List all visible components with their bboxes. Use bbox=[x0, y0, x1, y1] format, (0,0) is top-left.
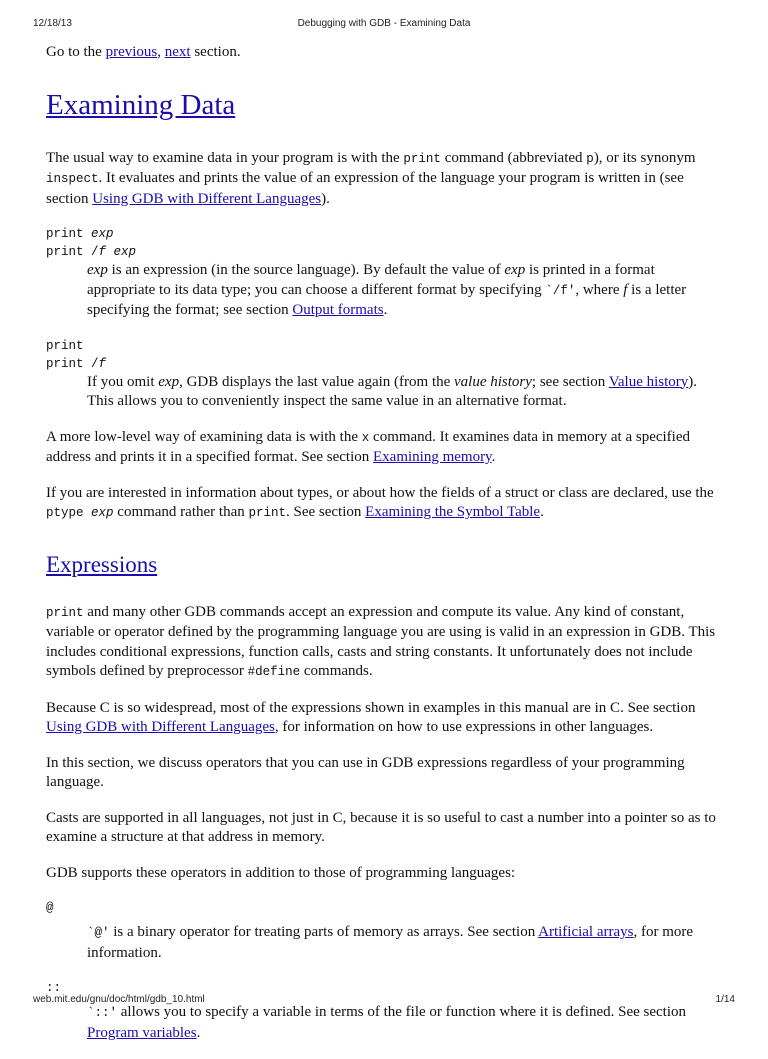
document-body bbox=[46, 43, 726, 1059]
section-nav: Go to the previous, next section. bbox=[46, 44, 241, 60]
expressions-paragraph-5: GDB supports these operators in addition to those of programming languages: bbox=[46, 864, 516, 881]
print-term: print bbox=[46, 338, 84, 353]
print-exp-definition bbox=[46, 225, 726, 321]
print-f-term: print /f bbox=[46, 356, 107, 371]
page-title-link[interactable]: Examining Data bbox=[46, 88, 236, 121]
artificial-arrays-link[interactable]: Artificial arrays bbox=[538, 924, 634, 940]
intro-paragraph: The usual way to examine data in your program is with the print command (abbreviated p), or its synonym inspect. It evaluates and prints the value of an expression of the language your program is written in (see section Using GDB with Different Languages). bbox=[46, 149, 696, 207]
previous-link[interactable]: previous bbox=[105, 44, 158, 60]
scope-operator-term: :: bbox=[46, 981, 62, 995]
print-exp-term: print exp bbox=[46, 227, 114, 241]
print-noarg-description: If you omit exp, GDB displays the last value again (from the value history; see section Value history). This allows you to conveniently inspect the same value in an alternative format. bbox=[87, 373, 698, 409]
lowlevel-paragraph: A more low-level way of examining data is with the x command. It examines data in memory at a specified address and prints it in a specified format. See section Examining memory. bbox=[46, 428, 691, 465]
at-operator-term: @ bbox=[46, 901, 54, 915]
at-operator-definition bbox=[46, 899, 726, 963]
program-variables-link[interactable]: Program variables bbox=[87, 1024, 197, 1041]
print-url: web.mit.edu/gnu/doc/html/gdb_10.html bbox=[33, 994, 205, 1005]
next-link[interactable]: next bbox=[164, 44, 191, 60]
at-operator-description: `@' is a binary operator for treating parts of memory as arrays. See section Artificial arrays, for more information. bbox=[87, 924, 694, 961]
types-paragraph: If you are interested in information about types, or about how the fields of a struct or class are declared, use the ptype exp command rather than print. See section Examining the Symbol Table. bbox=[46, 484, 714, 520]
scope-operator-description: `::' allows you to specify a variable in terms of the file or function where it is defined. See section Program variables. bbox=[87, 1004, 687, 1041]
expressions-paragraph-3: In this section, we discuss operators that you can use in GDB expressions regardless of your programming language. bbox=[46, 754, 685, 790]
languages-link-2[interactable]: Using GDB with Different Languages bbox=[46, 719, 275, 735]
expressions-heading bbox=[46, 551, 726, 579]
print-date: 12/18/13 bbox=[33, 18, 72, 29]
print-title: Debugging with GDB - Examining Data bbox=[297, 18, 471, 29]
expressions-paragraph-1: print and many other GDB commands accept an expression and compute its value. Any kind of constant, variable or operator defined by the programming language you are using is valid in an expression in GDB. This includes conditional expressions, function calls, casts and string constants. It unfortunately does not include symbols defined by preprocessor #define commands. bbox=[46, 603, 716, 679]
scope-operator-definition bbox=[46, 979, 726, 1043]
expressions-heading-link[interactable]: Expressions bbox=[46, 551, 158, 577]
page-title bbox=[46, 88, 726, 122]
print-footer bbox=[33, 994, 735, 1005]
symbol-table-link[interactable]: Examining the Symbol Table bbox=[365, 504, 541, 520]
examining-memory-link[interactable]: Examining memory bbox=[373, 449, 492, 465]
expressions-paragraph-4: Casts are supported in all languages, not just in C, because it is so useful to cast a number into a pointer so as to examine a structure at that address in memory. bbox=[46, 809, 716, 845]
print-f-exp-term: print /f exp bbox=[46, 245, 137, 259]
expressions-paragraph-2: Because C is so widespread, most of the expressions shown in examples in this manual are in C. See section Using GDB with Different Languages, for information on how to use expressions in other languages. bbox=[46, 699, 696, 735]
value-history-link[interactable]: Value history bbox=[608, 373, 689, 390]
output-formats-link[interactable]: Output formats bbox=[292, 302, 384, 318]
print-noarg-definition bbox=[46, 337, 726, 412]
print-exp-description: exp is an expression (in the source language). By default the value of exp is printed in a format appropriate to its data type; you can choose a different format by specifying `/f', where f is a letter specifying the format; see section Output formats. bbox=[87, 262, 687, 318]
print-page-number: 1/14 bbox=[715, 994, 735, 1005]
languages-link[interactable]: Using GDB with Different Languages bbox=[92, 190, 322, 207]
